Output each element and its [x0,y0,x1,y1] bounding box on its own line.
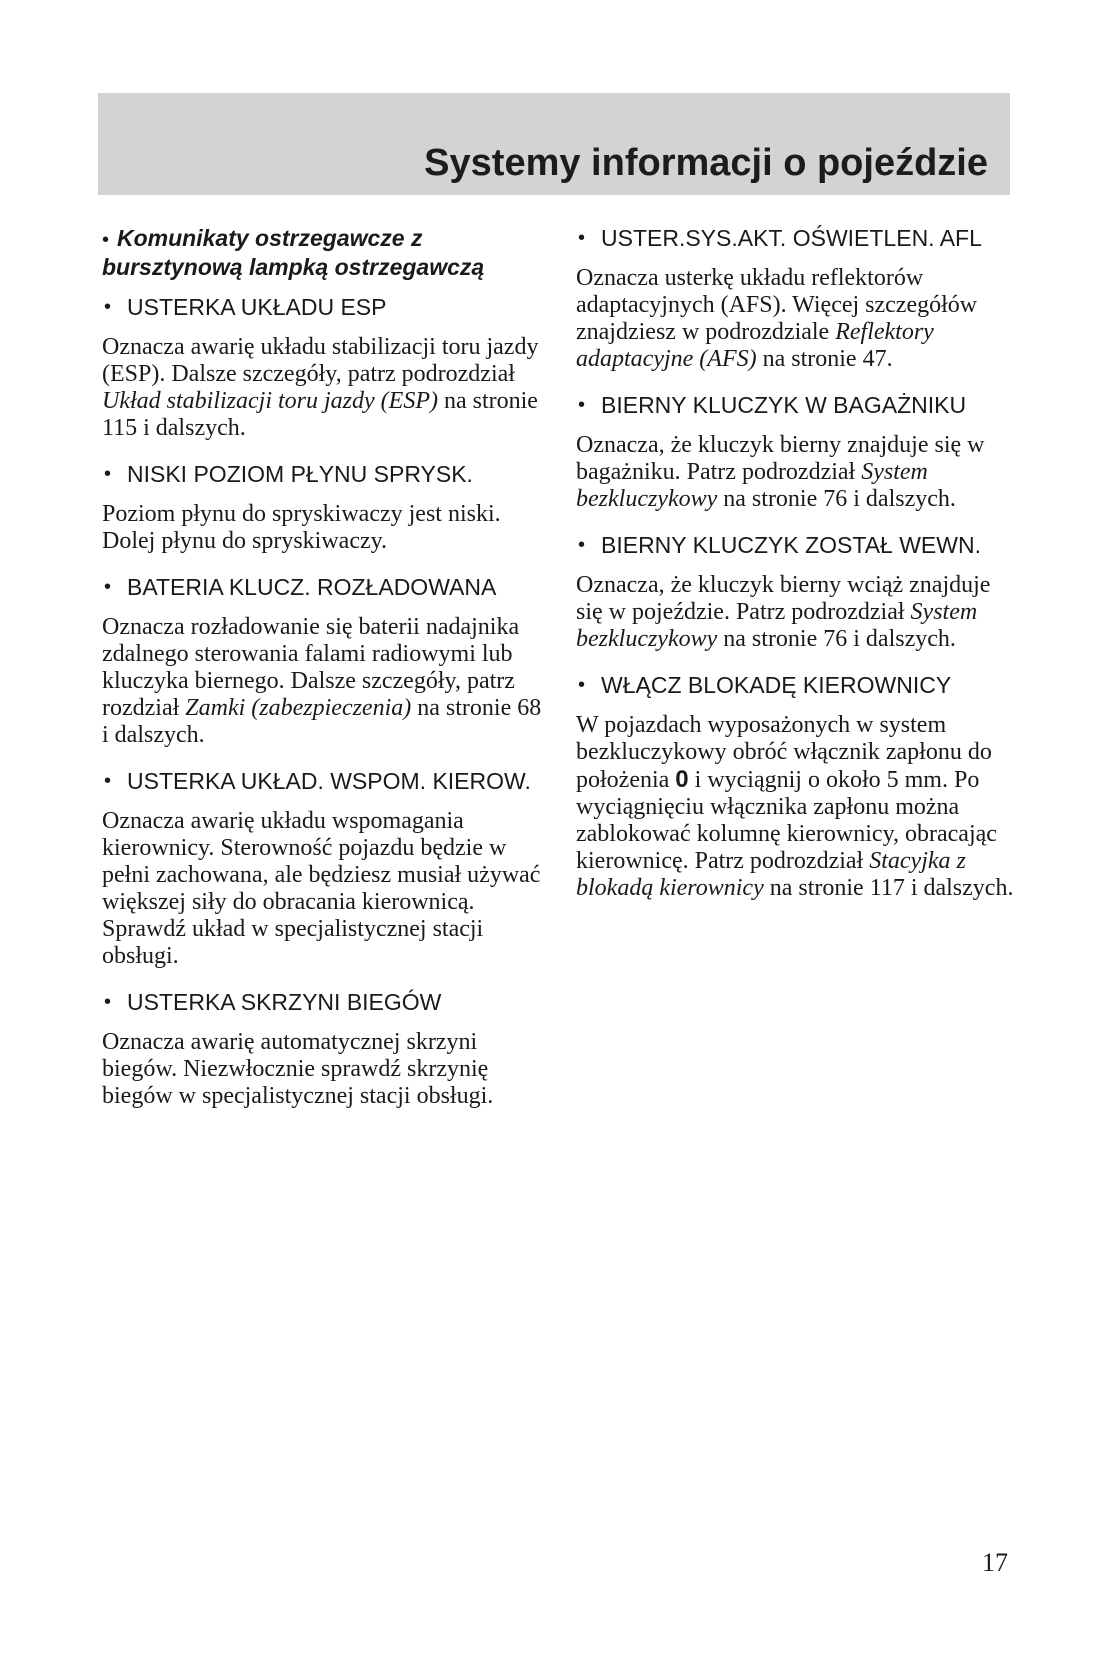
bullet-dot: • [104,991,112,1013]
page-number: 17 [982,1548,1008,1577]
message-description: Oznacza rozładowanie się baterii nadajnika zdalnego sterowania falami radiowymi lub kluczyka biernego. Dalsze szczegóły, patrz rozdział Zamki (zabezpieczenia) na stronie 68 i dalszych. [102,614,542,748]
bullet-dot: • [104,576,112,598]
message-description: Oznacza, że kluczyk bierny znajduje się w bagażniku. Patrz podrozdział System bezkluczykowy na stronie 76 i dalszych. [576,432,985,512]
right-column [576,225,1016,921]
message-heading: • BATERIA KLUCZ. ROZŁADOWANA [104,574,497,600]
bullet-dot: • [104,770,112,792]
message-description: Oznacza awarię układu stabilizacji toru jazdy (ESP). Dalsze szczegóły, patrz podrozdział Układ stabilizacji toru jazdy (ESP) na stronie 115 i dalszych. [102,334,539,441]
message-description: Oznacza usterkę układu reflektorów adaptacyjnych (AFS). Więcej szczegółów znajdziesz w podrozdziale Reflektory adaptacyjne (AFS) na stronie 47. [576,265,978,372]
message-heading: • USTERKA UKŁAD. WSPOM. KIEROW. [104,768,531,794]
cross-reference: System bezkluczykowy [576,599,978,652]
message-description: Oznacza awarię układu wspomagania kierownicy. Sterowność pojazdu będzie w pełni zachowana, ale będziesz musiał używać większej siły do obracania kierownicą. Sprawdź układ w specjalistycznej stacji obsługi. [102,808,541,969]
message-description: Oznacza, że kluczyk bierny wciąż znajduje się w pojeździe. Patrz podrozdział System bezkluczykowy na stronie 76 i dalszych. [576,572,991,652]
message-heading: • USTERKA UKŁADU ESP [104,294,387,320]
bullet-dot: • [578,227,586,249]
intro-heading [102,225,544,281]
message-heading: • USTER.SYS.AKT. OŚWIETLEN. AFL [578,225,982,251]
cross-reference: Reflektory adaptacyjne (AFS) [576,319,934,372]
message-description: Oznacza awarię automatycznej skrzyni biegów. Niezwłocznie sprawdź skrzynię biegów w specjalistycznej stacji obsługi. [102,1029,494,1109]
message-heading: • WŁĄCZ BLOKADĘ KIEROWNICY [578,672,952,698]
bullet-dot: • [578,674,586,696]
ignition-position: 0 [675,766,689,793]
cross-reference: Układ stabilizacji toru jazdy (ESP) [102,388,438,414]
bullet-dot: • [578,394,586,416]
page-title: Systemy informacji o pojeździe [424,142,988,184]
bullet-dot: • [104,296,112,318]
message-heading: • BIERNY KLUCZYK ZOSTAŁ WEWN. [578,532,981,558]
message-heading: • USTERKA SKRZYNI BIEGÓW [104,989,442,1015]
message-description: Poziom płynu do spryskiwaczy jest niski. Dolej płynu do spryskiwaczy. [102,501,501,554]
bullet-dot: • [102,229,110,251]
cross-reference: Zamki (zabezpieczenia) [185,695,412,721]
intro-text: Komunikaty ostrzegawcze z bursztynową lampką ostrzegawczą [102,225,485,280]
message-description: W pojazdach wyposażonych w system bezkluczykowy obróć włącznik zapłonu do położenia 0 i wyciągnij o około 5 mm. Po wyciągnięciu włącznika zapłonu można zablokować kolumnę kierownicy, obracając kierownicę. Patrz podrozdział Stacyjka z blokadą kierownicy na stronie 117 i dalszych. [576,712,1014,901]
left-column [102,225,544,1129]
bullet-dot: • [104,463,112,485]
header-band [98,93,1010,195]
cross-reference: System bezkluczykowy [576,459,928,512]
message-heading: • BIERNY KLUCZYK W BAGAŻNIKU [578,392,967,418]
cross-reference: Stacyjka z blokadą kierownicy [576,848,966,901]
message-heading: • NISKI POZIOM PŁYNU SPRYSK. [104,461,473,487]
bullet-dot: • [578,534,586,556]
